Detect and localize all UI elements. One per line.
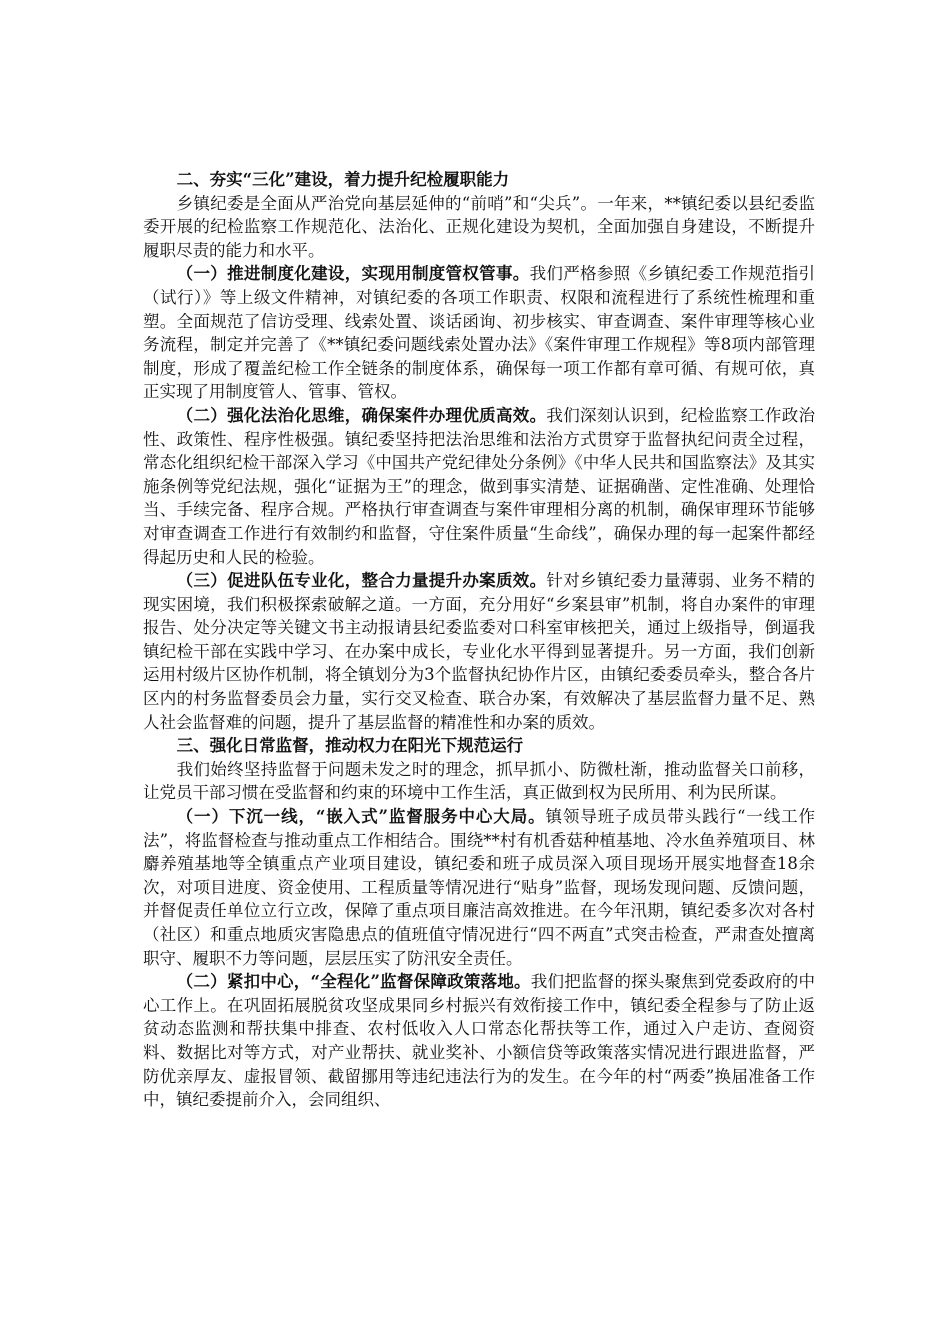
subsection-lead: （二）强化法治化思维，确保案件办理优质高效。 (176, 405, 547, 425)
subsection-lead: （一）下沉一线，“嵌入式”监督服务中心大局。 (176, 807, 546, 827)
subsection-body: 我们把监督的探头聚焦到党委政府的中心工作上。在巩固拓展脱贫攻坚成果同乡村振兴有效衔接工作中，镇纪委全程参与了防止返贫动态监测和帮扶集中排查、农村低收入人口常态化帮扶等工作，通过入户走访、查阅资料、数据比对等方式，对产业帮扶、就业奖补、小额信贷等政策落实情况进行跟进监督，严防优亲厚友、虚报冒领、截留挪用等违纪违法行为的发生。在今年的村“两委”换届准备工作中，镇纪委提前介入，会同组织、 (143, 972, 816, 1110)
section-heading-2: 二、夯实“三化”建设，着力提升纪检履职能力 (176, 170, 510, 189)
body-paragraph: 我们始终坚持监督于问题未发之时的理念，抓早抓小、防微杜渐，推动监督关口前移，让党员干部习惯在受监督和约束的环境中工作生活，真正做到权为民所用、利为民所谋。 (143, 759, 815, 803)
subsection-body: 针对乡镇纪委力量薄弱、业务不精的现实困境，我们积极探索破解之道。一方面，充分用好“乡案县审”机制，将自办案件的审理报告、处分决定等关键文书主动报请县纪委监委对口科室审核把关，通过上级指导，倒逼我镇纪检干部在实践中学习、在办案中成长，专业化水平得到显著提升。另一方面，我们创新运用村级片区协作机制，将全镇划分为3个监督执纪协作片区，由镇纪委委员牵头，整合各片区内的村务监督委员会力量，实行交叉检查、联合办案，有效解决了基层监督力量不足、熟人社会监督难的问题，提升了基层监督的精准性和办案的质效。 (143, 571, 816, 732)
subsection-lead: （一）推进制度化建设，实现用制度管权管事。 (176, 264, 530, 284)
subsection-body: 我们深刻认识到，纪检监察工作政治性、政策性、程序性极强。镇纪委坚持把法治思维和法治方式贯穿于监督执纪问责全过程，常态化组织纪检干部深入学习《中国共产党纪律处分条例》《中华人民共和国监察法》及其实施条例等党纪法规，强化“证据为王”的理念，做到事实清楚、证据确凿、定性准确、处理恰当、手续完备、程序合规。严格执行审查调查与案件审理相分离的机制，确保审理环节能够对审查调查工作进行有效制约和监督，守住案件质量“生命线”，确保办理的每一起案件都经得起历史和人民的检验。 (143, 405, 816, 567)
section-heading-3: 三、强化日常监督，推动权力在阳光下规范运行 (176, 736, 524, 756)
subsection-body: 我们严格参照《乡镇纪委工作规范指引（试行）》等上级文件精神，对镇纪委的各项工作职责、权限和流程进行了系统性梳理和重塑。全面规范了信访受理、线索处置、谈话函询、初步核实、审查调查、案件审理等核心业务流程，制定并完善了《**镇纪委问题线索处置办法》《案件审理工作规程》等8项内部管理制度，形成了覆盖纪检工作全链条的制度体系，确保每一项工作都有章可循、有规可依，真正实现了用制度管人、管事、管权。 (143, 264, 816, 402)
subsection-paragraph-4 (143, 805, 815, 970)
document-page (143, 168, 815, 1112)
subsection-paragraph-1 (143, 262, 815, 404)
subsection-lead: （二）紧扣中心，“全程化”监督保障政策落地。 (176, 972, 531, 992)
subsection-paragraph-3 (143, 569, 815, 734)
subsection-lead: （三）促进队伍专业化，整合力量提升办案质效。 (176, 571, 547, 591)
body-paragraph: 乡镇纪委是全面从严治党向基层延伸的“前哨”和“尖兵”。一年来，**镇纪委以县纪委监委开展的纪检监察工作规范化、法治化、正规化建设为契机，全面加强自身建设，不断提升履职尽责的能力和水平。 (143, 193, 815, 260)
subsection-body: 镇领导班子成员带头践行“一线工作法”，将监督检查与推动重点工作相结合。围绕**村有机香菇种植基地、冷水鱼养殖项目、林麝养殖基地等全镇重点产业项目建设，镇纪委和班子成员深入项目现场开展实地督查18余次，对项目进度、资金使用、工程质量等情况进行“贴身”监督，现场发现问题、反馈问题，并督促责任单位立行立改，保障了重点项目廉洁高效推进。在今年汛期，镇纪委多次对各村（社区）和重点地质灾害隐患点的值班值守情况进行“四不两直”式突击检查，严肃查处擅离职守、履职不力等问题，层层压实了防汛安全责任。 (143, 807, 816, 968)
subsection-paragraph-2 (143, 404, 815, 569)
subsection-paragraph-5 (143, 970, 815, 1112)
